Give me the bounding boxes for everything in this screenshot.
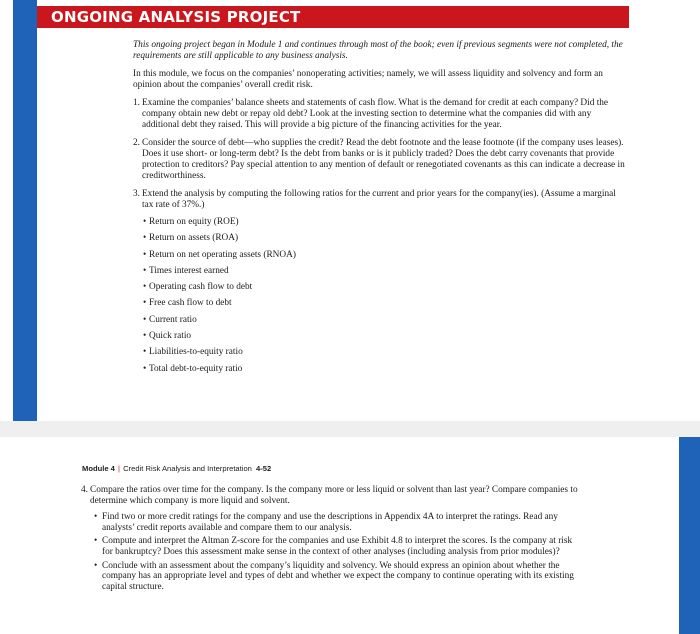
ratio-item-times-interest-earned: • Times interest earned — [143, 266, 628, 277]
item-text: Extend the analysis by computing the following ratios for the current and prior years for the company(ies). (Assume a marginal tax rate of 37%.) — [142, 189, 616, 210]
ratio-item-quick-ratio: • Quick ratio — [143, 331, 628, 342]
numbered-item-4 — [81, 485, 581, 506]
item-number: 3. — [133, 189, 140, 199]
bottom-page-body — [81, 485, 581, 595]
ratio-item-total-debt-to-equity: • Total debt-to-equity ratio — [143, 364, 628, 375]
module-label: Module 4 — [82, 464, 115, 473]
numbered-item-3 — [133, 189, 628, 375]
module-running-header — [82, 464, 271, 474]
sub-item-credit-ratings: • Find two or more credit ratings for the company and use the descriptions in Appendix 4A to interpret the ratings. Read any analysts’ credit reports available and compare them to our analysis. — [94, 512, 581, 533]
focus-paragraph: In this module, we focus on the companies’ nonoperating activities; namely, we will assess liquidity and solvency and form an opinion about the companies’ overall credit risk. — [133, 69, 603, 90]
ratio-item-current-ratio: • Current ratio — [143, 315, 628, 326]
module-title: Credit Risk Analysis and Interpretation — [123, 464, 252, 473]
ratio-item-ocf-to-debt: • Operating cash flow to debt — [143, 282, 628, 293]
numbered-item-2 — [133, 138, 628, 182]
ratio-item-rnoa: • Return on net operating assets (RNOA) — [143, 250, 628, 261]
item-number: 4. — [81, 485, 88, 495]
item-text: Compare the ratios over time for the company. Is the company more or less liquid or solvent than last year? Compare companies to determine which company is more liquid and solvent. — [90, 485, 578, 506]
left-blue-side-bar — [13, 0, 37, 421]
intro-paragraph: This ongoing project began in Module 1 and continues through most of the book; even if previous segments were not completed, the requirements are still applicable to any business analysis. — [133, 40, 623, 61]
right-blue-side-bar — [679, 437, 700, 634]
item-number: 1. — [133, 98, 140, 108]
ratio-item-liabilities-to-equity: • Liabilities-to-equity ratio — [143, 347, 628, 358]
item-text: Consider the source of debt—who supplies the credit? Read the debt footnote and the lease footnote (if the company uses leases). Does it use short- or long-term debt? Is the debt from banks or is it publicly traded? Does the debt carry covenants that provide protection to creditors? Pay special attention to any mention of default or renegotiated covenants as this can indicate a decrease in creditworthiness. — [142, 138, 625, 181]
ratio-item-roe: • Return on equity (ROE) — [143, 217, 628, 228]
sub-item-altman-z-score: • Compute and interpret the Altman Z-score for the companies and use Exhibit 4.8 to interpret the scores. Is the company at risk for bankruptcy? Does this assessment make sense in the context of other analyses (including analysis from prior modules)? — [94, 536, 581, 557]
sub-item-conclusion: • Conclude with an assessment about the company’s liquidity and solvency. We should express an opinion about whether the company has an appropriate level and types of debt and whether we expect the company to continue operating with its existing capital structure. — [94, 561, 581, 593]
bottom-page — [0, 437, 700, 634]
page-divider — [0, 421, 700, 437]
section-title: ONGOING ANALYSIS PROJECT — [51, 8, 301, 26]
sub-bullet-list — [81, 512, 581, 592]
ratio-item-roa: • Return on assets (ROA) — [143, 233, 628, 244]
numbered-item-1 — [133, 98, 628, 131]
ratio-item-fcf-to-debt: • Free cash flow to debt — [143, 298, 628, 309]
item-number: 2. — [133, 138, 140, 148]
ratio-list — [142, 217, 628, 375]
item-text: Examine the companies’ balance sheets and statements of cash flow. What is the demand for credit at each company? Did the company obtain new debt or repay old debt? Look at the investing section to determine what the companies did with any additional debt they raised. This will provide a big picture of the financing activities for the year. — [142, 98, 609, 130]
top-page-body — [133, 40, 628, 382]
page-number: 4-52 — [256, 464, 272, 473]
header-separator: | — [118, 464, 121, 473]
